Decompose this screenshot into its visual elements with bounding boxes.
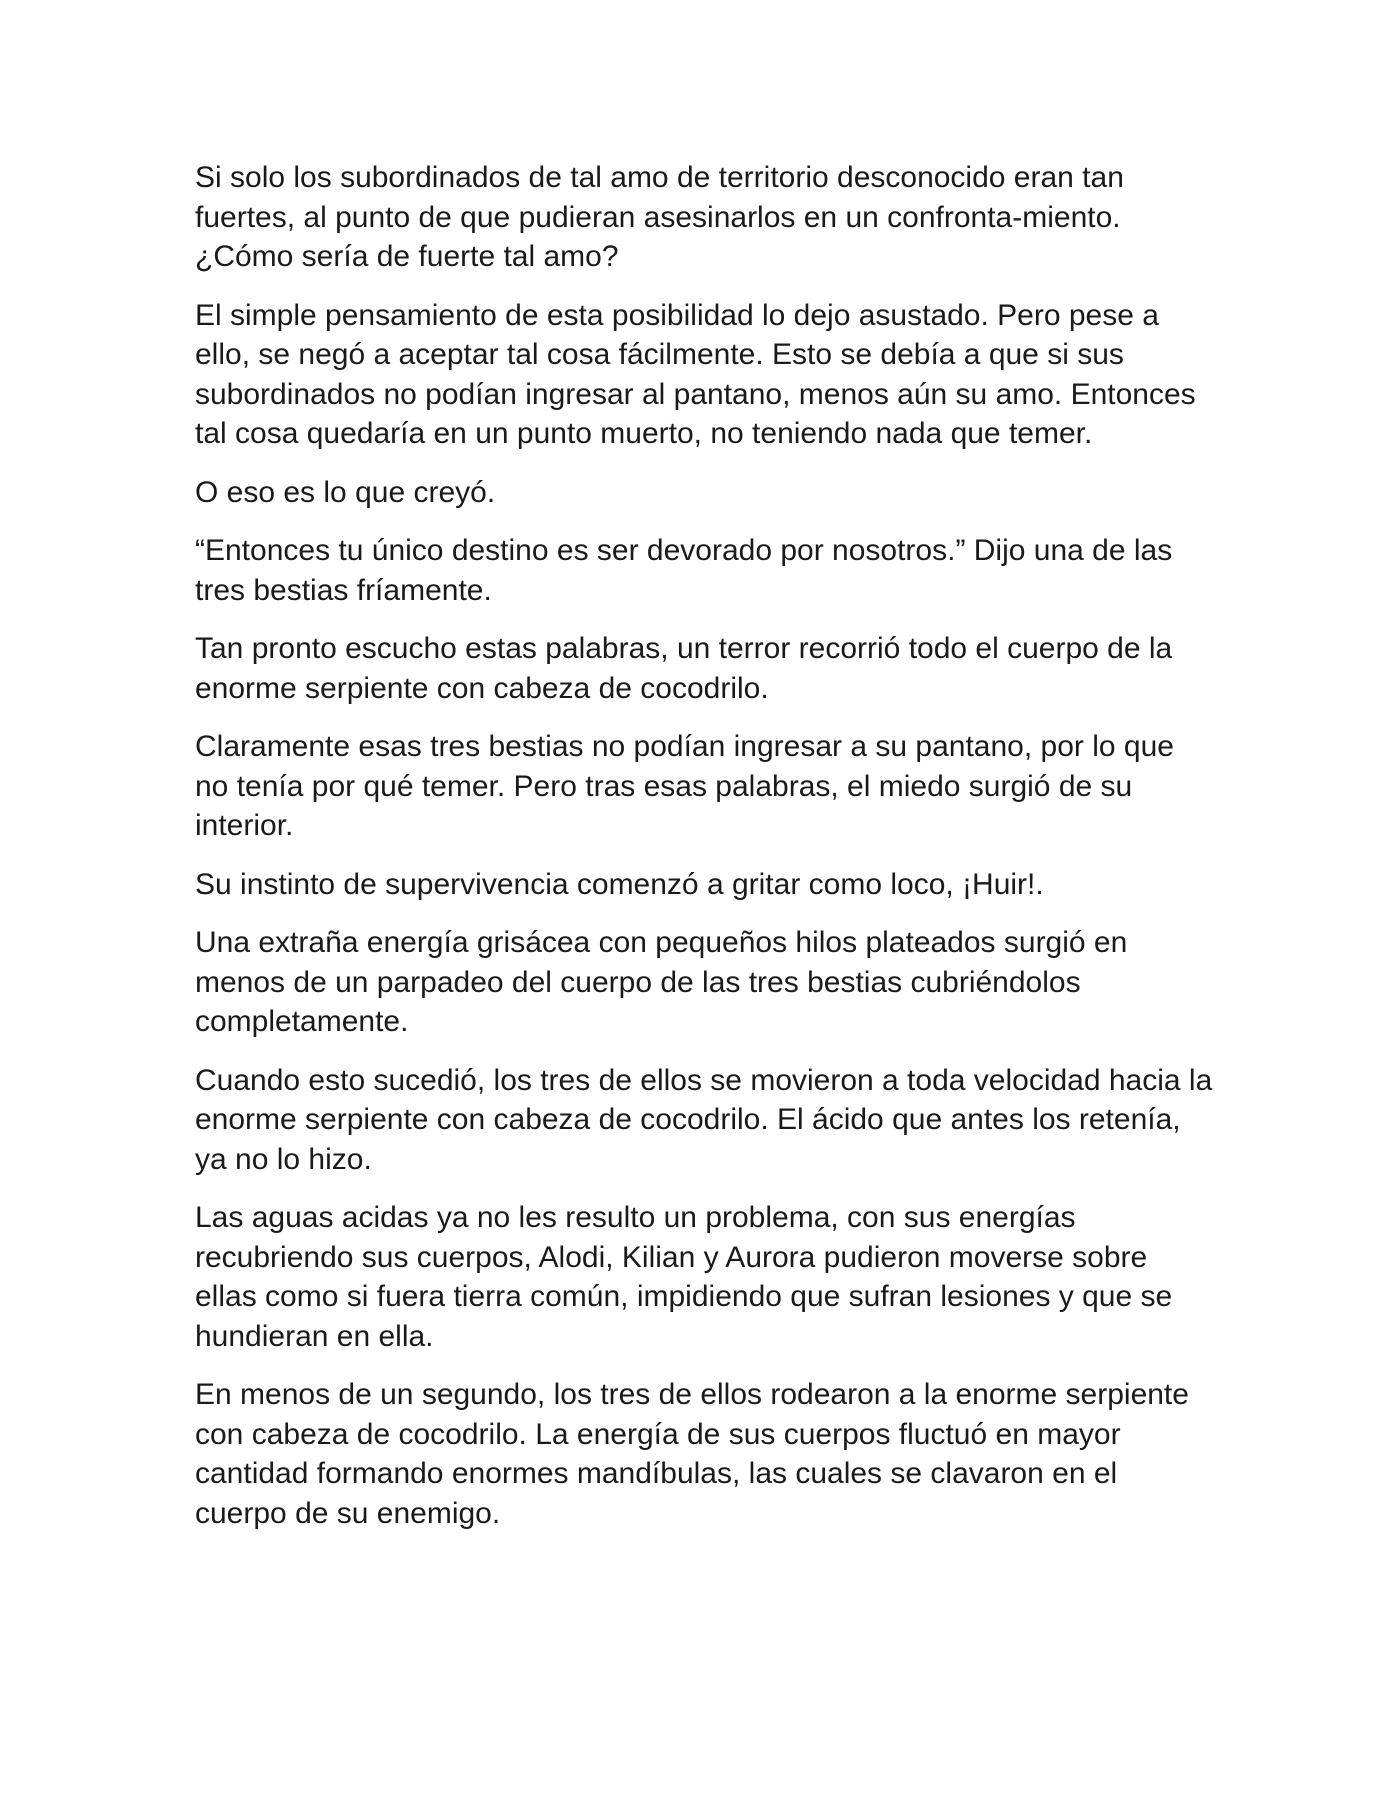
paragraph-11: En menos de un segundo, los tres de ellos rodearon a la enorme serpiente con cabeza de cocodrilo. La energía de sus cuerpos fluctuó en mayor cantidad formando enormes mandíbulas, las cuales se clavaron en el cuerpo de su enemigo. bbox=[195, 1378, 1189, 1530]
paragraph-9: Cuando esto sucedió, los tres de ellos se movieron a toda velocidad hacia la enorme serpiente con cabeza de cocodrilo. El ácido que antes los retenía, ya no lo hizo. bbox=[195, 1063, 1213, 1176]
body-text bbox=[195, 158, 1215, 1552]
paragraph-3: O eso es lo que creyó. bbox=[195, 475, 496, 509]
paragraph-1: Si solo los subordinados de tal amo de territorio desconocido eran tan fuertes, al punto de que pudieran asesinarlos en un confronta-miento. ¿Cómo sería de fuerte tal amo? bbox=[195, 161, 1124, 273]
paragraph-2: El simple pensamiento de esta posibilidad lo dejo asustado. Pero pese a ello, se negó a aceptar tal cosa fácilmente. Esto se debía a que si sus subordinados no podían ingresar al pantano, menos aún su amo. Entonces tal cosa quedaría en un punto muerto, no teniendo nada que temer. bbox=[195, 298, 1196, 450]
paragraph-4: “Entonces tu único destino es ser devorado por nosotros.” Dijo una de las tres bestias fríamente. bbox=[195, 534, 1173, 607]
paragraph-5: Tan pronto escucho estas palabras, un terror recorrió todo el cuerpo de la enorme serpiente con cabeza de cocodrilo. bbox=[195, 632, 1173, 705]
paragraph-10: Las aguas acidas ya no les resulto un problema, con sus energías recubriendo sus cuerpos, Alodi, Kilian y Aurora pudieron moverse sobre ellas como si fuera tierra común, impidiendo que sufran lesiones y que se hundieran en ella. bbox=[195, 1201, 1173, 1353]
paragraph-8: Una extraña energía grisácea con pequeños hilos plateados surgió en menos de un parpadeo del cuerpo de las tres bestias cubriéndolos completamente. bbox=[195, 926, 1128, 1038]
paragraph-6: Claramente esas tres bestias no podían ingresar a su pantano, por lo que no tenía por qué temer. Pero tras esas palabras, el miedo surgió de su interior. bbox=[195, 730, 1174, 842]
paragraph-7: Su instinto de supervivencia comenzó a gritar como loco, ¡Huir!. bbox=[195, 867, 1044, 901]
